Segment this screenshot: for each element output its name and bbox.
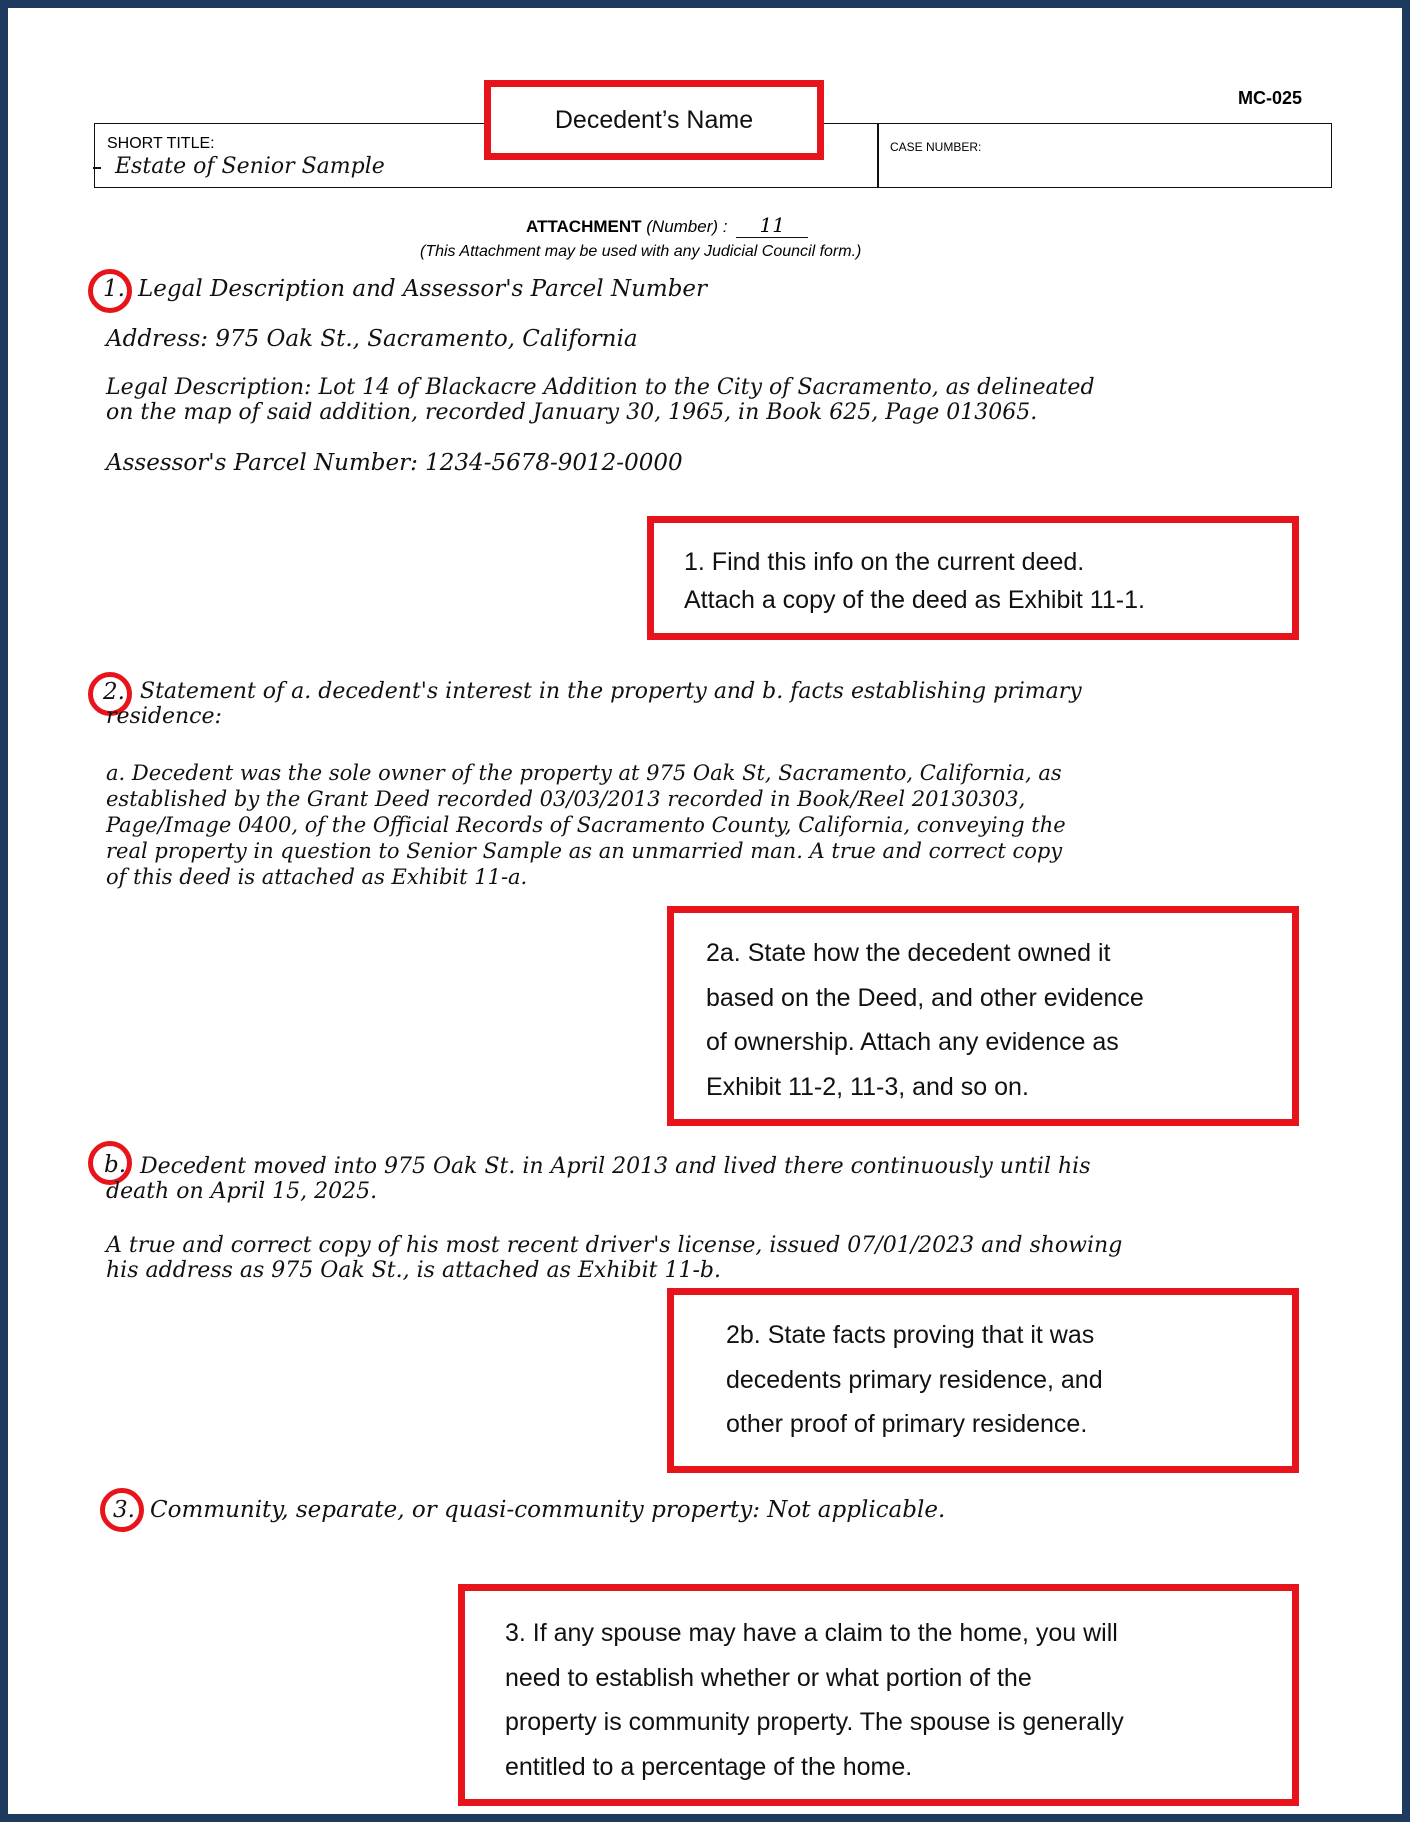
decedent-name-callout-text: Decedent’s Name (554, 105, 754, 134)
short-title-value: Estate of Senior Sample (115, 154, 385, 179)
form-id: MC-025 (1238, 88, 1303, 108)
short-title-dash (93, 167, 101, 169)
note2a-line: based on the Deed, and other evidence (706, 983, 1144, 1012)
section2-license (106, 1233, 1122, 1283)
section3-text: Community, separate, or quasi-community property: Not applicable. (150, 1497, 946, 1523)
note1-callout (647, 516, 1299, 640)
note3-line: entitled to a percentage of the home. (505, 1752, 913, 1781)
note3-line: need to establish whether or what portion of the (505, 1663, 1032, 1692)
part-b-line: death on April 15, 2025. (106, 1179, 378, 1204)
note3-callout (458, 1584, 1299, 1806)
license-line: his address as 975 Oak St., is attached as Exhibit 11-b. (106, 1258, 721, 1283)
note2a-callout (667, 906, 1299, 1126)
section3-marker: 3. (113, 1497, 135, 1523)
section1-address: Address: 975 Oak St., Sacramento, California (106, 326, 638, 352)
section1-apn: Assessor's Parcel Number: 1234-5678-9012-0000 (106, 450, 683, 476)
part-a-line: Page/Image 0400, of the Official Records of Sacramento County, California, conveying the (106, 813, 1066, 837)
section2-part-b (106, 1154, 1090, 1204)
section2-part-a (106, 760, 1066, 890)
attachment-number: 11 (736, 213, 808, 238)
section2-marker: 2. (103, 679, 125, 705)
section2-heading-line: Statement of a. decedent's interest in the property and b. facts establishing primary (140, 679, 1082, 704)
part-b-marker: b. (104, 1152, 127, 1178)
legal-description-line: Legal Description: Lot 14 of Blackacre Addition to the City of Sacramento, as delineated (106, 375, 1095, 400)
note2a-line: Exhibit 11-2, 11-3, and so on. (706, 1072, 1029, 1101)
note2b-line: 2b. State facts proving that it was (726, 1321, 1095, 1349)
section2-heading-line: residence: (106, 704, 222, 729)
part-a-line: a. Decedent was the sole owner of the property at 975 Oak St, Sacramento, California, as (106, 761, 1062, 785)
note2b-callout (667, 1288, 1299, 1473)
part-a-line: real property in question to Senior Sample as an unmarried man. A true and correct copy (106, 839, 1063, 863)
attachment-page (8, 8, 1402, 1814)
attachment-line (526, 213, 808, 238)
attachment-note: (This Attachment may be used with any Judicial Council form.) (420, 243, 862, 260)
note3-line: property is community property. The spouse is generally (505, 1708, 1124, 1736)
license-line: A true and correct copy of his most recent driver's license, issued 07/01/2023 and showing (106, 1233, 1123, 1258)
note2a-line: 2a. State how the decedent owned it (706, 939, 1111, 967)
part-a-line: of this deed is attached as Exhibit 11-a. (106, 865, 528, 889)
section1-marker: 1. (103, 276, 125, 302)
legal-description-line: on the map of said addition, recorded January 30, 1965, in Book 625, Page 013065. (106, 400, 1038, 425)
note2a-line: of ownership. Attach any evidence as (706, 1028, 1119, 1056)
note3-line: 3. If any spouse may have a claim to the home, you will (505, 1619, 1118, 1647)
part-a-line: established by the Grant Deed recorded 03/03/2013 recorded in Book/Reel 20130303, (106, 787, 1026, 811)
note1-line: Attach a copy of the deed as Exhibit 11-1. (684, 586, 1145, 614)
section2-heading (106, 679, 1082, 729)
note2b-line: other proof of primary residence. (726, 1410, 1088, 1438)
header-divider (877, 124, 879, 187)
decedent-name-callout (484, 80, 824, 160)
case-number-label: CASE NUMBER: (890, 140, 982, 154)
attachment-number-label: (Number) : (646, 217, 728, 236)
section1-legal-description (106, 375, 1095, 425)
note2b-line: decedents primary residence, and (726, 1365, 1103, 1394)
part-b-line: Decedent moved into 975 Oak St. in April 2013 and lived there continuously until his (140, 1154, 1091, 1179)
attachment-label: ATTACHMENT (526, 217, 642, 236)
note1-line: 1. Find this info on the current deed. (684, 548, 1085, 576)
short-title-label: SHORT TITLE: (107, 135, 215, 152)
section1-heading: Legal Description and Assessor's Parcel Number (138, 276, 708, 302)
